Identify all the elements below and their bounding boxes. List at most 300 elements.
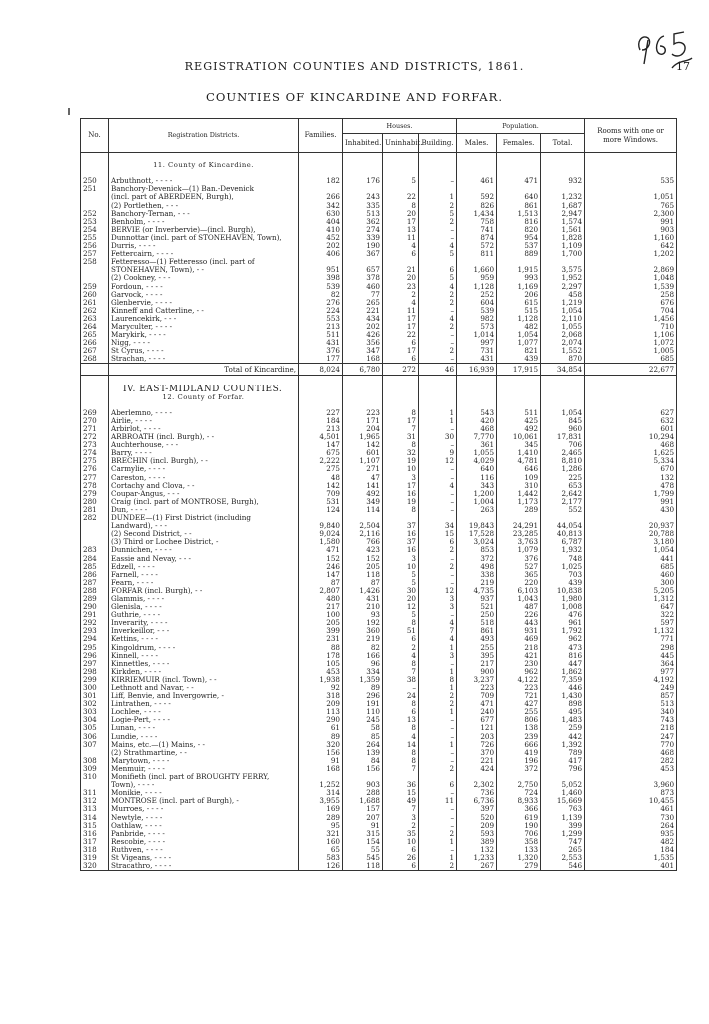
males-cell: 900 — [457, 668, 497, 676]
males-cell: 539 — [457, 307, 497, 315]
rooms-cell — [585, 258, 677, 266]
inhabited-cell: 434 — [343, 315, 383, 323]
table-row — [81, 668, 677, 676]
district-name: Barry, - - - - — [109, 449, 299, 457]
district-name: (3) Third or Lochee District, - — [109, 538, 299, 546]
building-cell: 3 — [419, 603, 457, 611]
table-row — [81, 409, 677, 417]
families-cell: 1,580 — [299, 538, 343, 546]
total-cell: 960 — [541, 425, 585, 433]
males-cell: 1,233 — [457, 854, 497, 862]
row-number: 256 — [81, 242, 109, 250]
rooms-cell: 258 — [585, 291, 677, 299]
row-number: 263 — [81, 315, 109, 323]
table-row — [81, 611, 677, 619]
males-cell: 209 — [457, 822, 497, 830]
total-cell: 870 — [541, 355, 585, 364]
building-cell: 2 — [419, 299, 457, 307]
uninhabited-cell: 15 — [383, 789, 419, 797]
families-cell: 202 — [299, 242, 343, 250]
building-cell: – — [419, 490, 457, 498]
total-cell: 747 — [541, 838, 585, 846]
families-cell: 147 — [299, 571, 343, 579]
inhabited-cell: 118 — [343, 571, 383, 579]
rooms-cell — [585, 185, 677, 193]
district-name: Lethnott and Navar, - - — [109, 684, 299, 692]
row-number — [81, 376, 109, 385]
district-name: Kinnell, - - - - — [109, 652, 299, 660]
row-number: 290 — [81, 603, 109, 611]
building-cell: – — [419, 822, 457, 830]
district-name: Eassie and Nevay, - - - — [109, 555, 299, 563]
row-number: 299 — [81, 676, 109, 684]
inhabited-cell: 207 — [343, 814, 383, 822]
building-cell: – — [419, 571, 457, 579]
inhabited-cell: 2,116 — [343, 530, 383, 538]
total-cell: 399 — [541, 822, 585, 830]
building-cell: 1 — [419, 417, 457, 425]
males-cell: 223 — [457, 684, 497, 692]
males-cell: 203 — [457, 733, 497, 741]
rooms-cell: 249 — [585, 684, 677, 692]
building-cell — [419, 385, 457, 393]
total-cell: 446 — [541, 684, 585, 692]
district-name: MONTROSE (incl. part of Burgh), - — [109, 797, 299, 805]
district-name: Kirkden, - - - - — [109, 668, 299, 676]
building-cell: 1 — [419, 644, 457, 652]
uninhabited-cell: 6 — [383, 250, 419, 258]
building-cell: 3 — [419, 595, 457, 603]
rooms-cell: 1,799 — [585, 490, 677, 498]
females-cell: 279 — [497, 862, 541, 871]
total-cell: 447 — [541, 660, 585, 668]
females-cell: 23,285 — [497, 530, 541, 538]
rooms-cell: 3,180 — [585, 538, 677, 546]
total-cell — [541, 169, 585, 177]
uninhabited-cell: 8 — [383, 700, 419, 708]
building-cell: – — [419, 465, 457, 473]
total-cell: 7,359 — [541, 676, 585, 684]
females-cell: 993 — [497, 274, 541, 282]
building-cell: – — [419, 474, 457, 482]
uninhabited-cell: 26 — [383, 854, 419, 862]
table-row — [81, 757, 677, 765]
building-cell: 1 — [419, 668, 457, 676]
rooms-cell — [585, 773, 677, 781]
district-name: ARBROATH (incl. Burgh), - - — [109, 433, 299, 441]
inhabited-cell: 243 — [343, 193, 383, 201]
total-cell: 816 — [541, 652, 585, 660]
males-cell: 811 — [457, 250, 497, 258]
males-cell: 389 — [457, 838, 497, 846]
males-cell: 592 — [457, 193, 497, 201]
uninhabited-cell: 37 — [383, 522, 419, 530]
total-cell: 1,862 — [541, 668, 585, 676]
inhabited-cell: 191 — [343, 700, 383, 708]
males-cell: 370 — [457, 749, 497, 757]
inhabited-cell: 82 — [343, 644, 383, 652]
rooms-cell: 627 — [585, 409, 677, 417]
males-cell — [457, 185, 497, 193]
females-cell: 376 — [497, 555, 541, 563]
table-row — [81, 741, 677, 749]
building-cell: 5 — [419, 250, 457, 258]
uninhabited-cell: 5 — [383, 571, 419, 579]
inhabited-cell: 492 — [343, 490, 383, 498]
uninhabited-cell: 36 — [383, 781, 419, 789]
district-name: Glenisla, - - - - — [109, 603, 299, 611]
females-cell: 239 — [497, 733, 541, 741]
rooms-cell: 1,072 — [585, 339, 677, 347]
families-cell: 1,252 — [299, 781, 343, 789]
inhabited-cell: 460 — [343, 283, 383, 291]
families-cell: 87 — [299, 579, 343, 587]
rooms-cell: 468 — [585, 441, 677, 449]
females-cell: 1,169 — [497, 283, 541, 291]
row-number: 280 — [81, 498, 109, 506]
rooms-cell: 4,192 — [585, 676, 677, 684]
uninhabited-cell: 10 — [383, 838, 419, 846]
males-cell: 343 — [457, 482, 497, 490]
uninhabited-cell: 31 — [383, 433, 419, 441]
females-cell: 226 — [497, 611, 541, 619]
inhabited-cell: 192 — [343, 619, 383, 627]
table-row — [81, 603, 677, 611]
row-number — [81, 393, 109, 401]
district-name: Glenbervie, - - - - — [109, 299, 299, 307]
males-cell: 736 — [457, 789, 497, 797]
uninhabited-cell — [383, 376, 419, 385]
row-number — [81, 153, 109, 162]
families-cell: 105 — [299, 660, 343, 668]
females-cell: 954 — [497, 234, 541, 242]
district-name: Nigg, - - - - — [109, 339, 299, 347]
uninhabited-cell: 4 — [383, 652, 419, 660]
header-building: Building. — [419, 134, 457, 153]
table-row — [81, 299, 677, 307]
uninhabited-cell: 32 — [383, 449, 419, 457]
rooms-cell: 991 — [585, 498, 677, 506]
row-number: 255 — [81, 234, 109, 242]
row-number: 317 — [81, 838, 109, 846]
inhabited-cell: 903 — [343, 781, 383, 789]
females-cell — [497, 401, 541, 409]
row-number: 272 — [81, 433, 109, 441]
table-row — [81, 218, 677, 226]
uninhabited-cell: 22 — [383, 193, 419, 201]
district-name: Strachan, - - - - — [109, 355, 299, 364]
total-cell: 6,787 — [541, 538, 585, 546]
total-cell: 15,669 — [541, 797, 585, 805]
females-cell: 640 — [497, 193, 541, 201]
district-name: Banchory-Devenick—(1) Ban.-Devenick — [109, 185, 299, 193]
rooms-cell — [585, 169, 677, 177]
families-cell — [299, 385, 343, 393]
district-name: Benholm, - - - - — [109, 218, 299, 226]
uninhabited-cell: 6 — [383, 355, 419, 364]
district-name: (2) Strathmartine, - - — [109, 749, 299, 757]
total-cell: 1,952 — [541, 274, 585, 282]
families-cell: 452 — [299, 234, 343, 242]
rooms-cell: 2,869 — [585, 266, 677, 274]
total-cell: 1,008 — [541, 603, 585, 611]
families-cell: 100 — [299, 611, 343, 619]
families-cell: 160 — [299, 838, 343, 846]
header-population: Population. — [457, 119, 585, 134]
table-row — [81, 538, 677, 546]
rooms-cell: 322 — [585, 611, 677, 619]
females-cell: 1,915 — [497, 266, 541, 274]
district-name: Monikie, - - - - — [109, 789, 299, 797]
total-cell — [541, 161, 585, 169]
spacer-row — [81, 401, 677, 409]
rooms-cell: 20,788 — [585, 530, 677, 538]
families-cell: 951 — [299, 266, 343, 274]
building-cell: 2 — [419, 765, 457, 773]
rooms-cell: 460 — [585, 571, 677, 579]
table-row — [81, 644, 677, 652]
row-number: 320 — [81, 862, 109, 871]
table-row — [81, 323, 677, 331]
row-number — [81, 401, 109, 409]
district-name: Kinneff and Catterline, - - — [109, 307, 299, 315]
females-cell: 1,173 — [497, 498, 541, 506]
rooms-cell: 632 — [585, 417, 677, 425]
building-cell: 2 — [419, 563, 457, 571]
families-cell — [299, 401, 343, 409]
families-cell: 511 — [299, 331, 343, 339]
females-cell — [497, 161, 541, 169]
inhabited-cell: 87 — [343, 579, 383, 587]
males-cell: 853 — [457, 546, 497, 554]
females-cell: 24,291 — [497, 522, 541, 530]
row-number: 308 — [81, 757, 109, 765]
uninhabited-cell: 5 — [383, 579, 419, 587]
row-number: 304 — [81, 716, 109, 724]
inhabited-cell: 139 — [343, 749, 383, 757]
rooms-cell — [585, 401, 677, 409]
males-cell: 16,939 — [457, 364, 497, 376]
families-cell: 404 — [299, 218, 343, 226]
header-no: No. — [81, 119, 109, 153]
header-districts: Registration Districts. — [109, 119, 299, 153]
building-cell: – — [419, 716, 457, 724]
inhabited-cell: 6,780 — [343, 364, 383, 376]
row-number: 282 — [81, 514, 109, 522]
building-cell: – — [419, 724, 457, 732]
district-name: Panbride, - - - - — [109, 830, 299, 838]
uninhabited-cell: 6 — [383, 635, 419, 643]
district-name: Fetteresso—(1) Fetteresso (incl. part of — [109, 258, 299, 266]
uninhabited-cell: 38 — [383, 676, 419, 684]
rooms-cell — [585, 153, 677, 162]
row-number: 319 — [81, 854, 109, 862]
rooms-cell: 340 — [585, 708, 677, 716]
females-cell: 223 — [497, 684, 541, 692]
females-cell: 515 — [497, 307, 541, 315]
total-cell: 495 — [541, 708, 585, 716]
males-cell: 677 — [457, 716, 497, 724]
district-name: Town), - - - - — [109, 781, 299, 789]
families-cell: 266 — [299, 193, 343, 201]
females-cell: 527 — [497, 563, 541, 571]
district-name: Farnell, - - - - — [109, 571, 299, 579]
families-cell: 4,501 — [299, 433, 343, 441]
total-cell: 1,055 — [541, 323, 585, 331]
district-name: Newtyle, - - - - — [109, 814, 299, 822]
row-number: 302 — [81, 700, 109, 708]
females-cell: 190 — [497, 822, 541, 830]
row-number: 313 — [81, 805, 109, 813]
uninhabited-cell: 17 — [383, 315, 419, 323]
males-cell: 709 — [457, 692, 497, 700]
families-cell — [299, 773, 343, 781]
uninhabited-cell: 17 — [383, 323, 419, 331]
table-row — [81, 441, 677, 449]
row-number — [81, 749, 109, 757]
district-name: Cortachy and Clova, - - — [109, 482, 299, 490]
building-cell: 4 — [419, 283, 457, 291]
uninhabited-cell — [383, 258, 419, 266]
families-cell: 182 — [299, 177, 343, 185]
table-row — [81, 291, 677, 299]
total-cell: 2,465 — [541, 449, 585, 457]
families-cell: 342 — [299, 202, 343, 210]
families-cell — [299, 169, 343, 177]
rooms-cell: 445 — [585, 652, 677, 660]
families-cell: 168 — [299, 765, 343, 773]
families-cell: 1,938 — [299, 676, 343, 684]
row-number: 252 — [81, 210, 109, 218]
males-cell: 937 — [457, 595, 497, 603]
uninhabited-cell: 20 — [383, 274, 419, 282]
rooms-cell: 873 — [585, 789, 677, 797]
row-number: 283 — [81, 546, 109, 554]
uninhabited-cell: 3 — [383, 555, 419, 563]
females-cell: 666 — [497, 741, 541, 749]
table-row — [81, 482, 677, 490]
total-cell: 5,052 — [541, 781, 585, 789]
uninhabited-cell — [383, 153, 419, 162]
total-cell: 439 — [541, 579, 585, 587]
females-cell: 931 — [497, 627, 541, 635]
district-name: St Cyrus, - - - - — [109, 347, 299, 355]
males-cell: 240 — [457, 708, 497, 716]
inhabited-cell: 362 — [343, 218, 383, 226]
inhabited-cell: 110 — [343, 708, 383, 716]
district-name: 11. County of Kincardine. — [109, 161, 299, 169]
inhabited-cell: 264 — [343, 741, 383, 749]
females-cell: 345 — [497, 441, 541, 449]
building-cell: 15 — [419, 530, 457, 538]
building-cell — [419, 258, 457, 266]
district-name: Lunan, - - - - — [109, 724, 299, 732]
families-cell: 213 — [299, 323, 343, 331]
total-cell: 265 — [541, 846, 585, 854]
uninhabited-cell: 2 — [383, 644, 419, 652]
families-cell: 209 — [299, 700, 343, 708]
uninhabited-cell: 4 — [383, 299, 419, 307]
inhabited-cell: 157 — [343, 805, 383, 813]
total-cell: 1,792 — [541, 627, 585, 635]
row-number: 285 — [81, 563, 109, 571]
rooms-cell: 1,160 — [585, 234, 677, 242]
total-cell: 458 — [541, 291, 585, 299]
row-number — [81, 781, 109, 789]
males-cell: 593 — [457, 830, 497, 838]
table-row — [81, 283, 677, 291]
males-cell: 861 — [457, 627, 497, 635]
males-cell: 221 — [457, 757, 497, 765]
district-name: Total of Kincardine, — [109, 364, 299, 376]
rooms-cell: 218 — [585, 724, 677, 732]
inhabited-cell: 1,965 — [343, 433, 383, 441]
district-name: Maryculter, - - - - — [109, 323, 299, 331]
spacer-row — [81, 153, 677, 162]
total-cell: 1,054 — [541, 307, 585, 315]
table-row — [81, 457, 677, 465]
total-cell: 703 — [541, 571, 585, 579]
table-row — [81, 417, 677, 425]
district-name — [109, 153, 299, 162]
males-cell — [457, 393, 497, 401]
district-name: BRECHIN (incl. Burgh), - - — [109, 457, 299, 465]
males-cell: 4,029 — [457, 457, 497, 465]
table-row — [81, 595, 677, 603]
uninhabited-cell: 6 — [383, 846, 419, 854]
inhabited-cell: 288 — [343, 789, 383, 797]
uninhabited-cell — [383, 161, 419, 169]
table-row — [81, 652, 677, 660]
total-cell: 961 — [541, 619, 585, 627]
families-cell: 91 — [299, 757, 343, 765]
males-cell: 6,736 — [457, 797, 497, 805]
rooms-cell — [585, 376, 677, 385]
building-cell: 6 — [419, 266, 457, 274]
district-name: St Vigeans, - - - - — [109, 854, 299, 862]
row-number: 287 — [81, 579, 109, 587]
table-row — [81, 838, 677, 846]
males-cell: 498 — [457, 563, 497, 571]
total-cell: 1,299 — [541, 830, 585, 838]
district-name: Liff, Benvie, and Invergowrie, - — [109, 692, 299, 700]
county-heading-row — [81, 161, 677, 169]
district-name: Fettercairn, - - - - — [109, 250, 299, 258]
uninhabited-cell: 7 — [383, 425, 419, 433]
total-cell: 225 — [541, 474, 585, 482]
district-name: DUNDEE—(1) First District (including — [109, 514, 299, 522]
females-cell: 724 — [497, 789, 541, 797]
males-cell: 19,843 — [457, 522, 497, 530]
table-row — [81, 498, 677, 506]
uninhabited-cell: 24 — [383, 692, 419, 700]
males-cell: 640 — [457, 465, 497, 473]
table-row — [81, 449, 677, 457]
rooms-cell: 5,334 — [585, 457, 677, 465]
uninhabited-cell: 6 — [383, 862, 419, 871]
females-cell: 820 — [497, 226, 541, 234]
uninhabited-cell: 8 — [383, 749, 419, 757]
building-cell: 5 — [419, 274, 457, 282]
total-cell — [541, 393, 585, 401]
inhabited-cell: 349 — [343, 498, 383, 506]
families-cell: 124 — [299, 506, 343, 514]
row-number: 259 — [81, 283, 109, 291]
district-name: Coupar-Angus, - - - — [109, 490, 299, 498]
males-cell: 17,528 — [457, 530, 497, 538]
district-name: Auchterhouse, - - - — [109, 441, 299, 449]
building-cell: 11 — [419, 797, 457, 805]
